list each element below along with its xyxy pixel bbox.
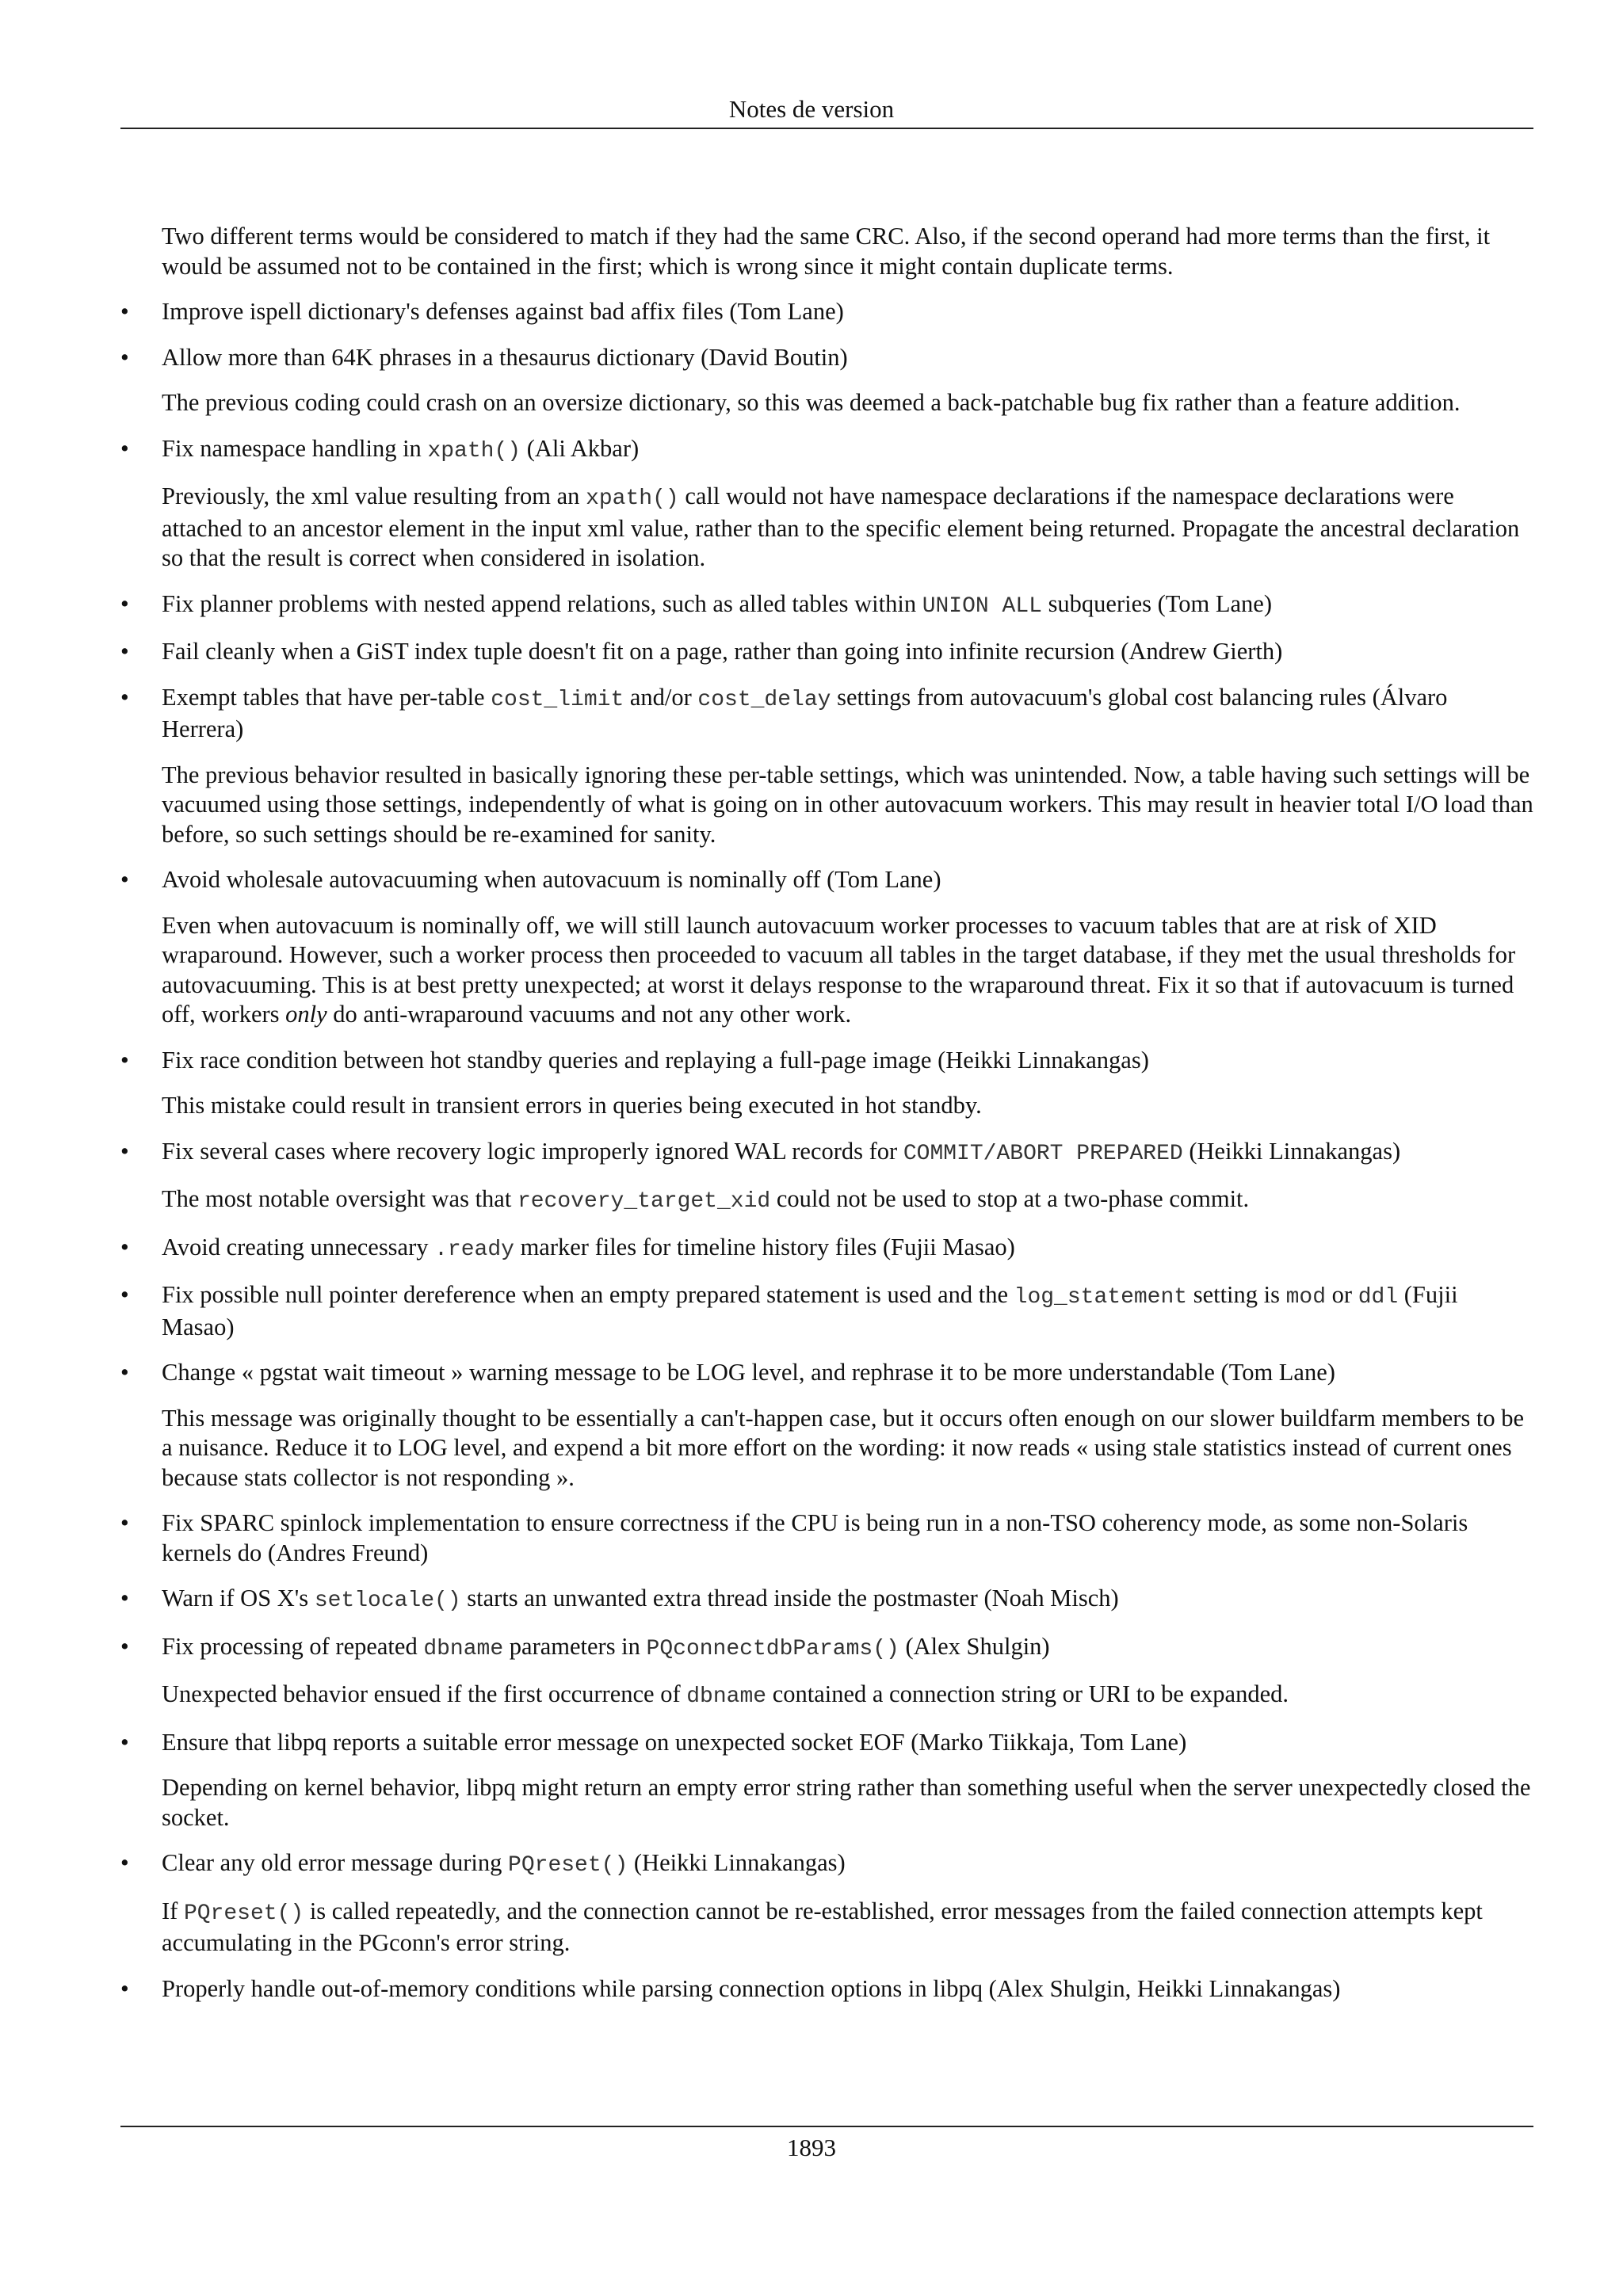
code-literal: UNION ALL [922, 593, 1042, 619]
code-literal: PQreset() [183, 1901, 304, 1926]
paragraph: The previous coding could crash on an oversize dictionary, so this was deemed a back-patchable bug fix rather than a feature addition. [162, 389, 1461, 416]
release-notes-body [120, 222, 1533, 2019]
text-run: (Ali Akbar) [521, 434, 640, 462]
list-item [120, 343, 1533, 373]
bullet-icon: • [120, 434, 129, 462]
text-run: (Alex Shulgin) [899, 1632, 1050, 1660]
bullet-icon: • [120, 1585, 129, 1611]
text-run: marker files for timeline history files (Fujii Masao) [514, 1233, 1015, 1261]
bullet-icon: • [120, 298, 129, 325]
list-item [120, 434, 1533, 467]
bullet-icon: • [120, 1137, 129, 1165]
text-run: settings from autovacuum's global cost balancing rules (Álvaro Herrera) [162, 683, 1448, 742]
code-literal: xpath() [427, 438, 521, 463]
list-item-text: Allow more than 64K phrases in a thesaurus dictionary (David Boutin) [162, 343, 848, 371]
text-run: Even when autovacuum is nominally off, we will still launch autovacuum worker processes to vacuum tables that are at risk of XID wraparound. However, such a worker process then proceeded to vacuum all tables in the target database, if they met the usual thresholds for autovacuuming. This is at best pretty unexpected; at worst it delays response to the wraparound threat. Fix it so that if autovacuum is turned off, workers [162, 911, 1516, 1028]
text-run: parameters in [503, 1632, 647, 1660]
list-item [120, 637, 1533, 667]
list-item-text: Ensure that libpq reports a suitable error message on unexpected socket EOF (Marko Tiikkaja, Tom Lane) [162, 1728, 1187, 1756]
bullet-icon: • [120, 1509, 129, 1536]
list-item [120, 1848, 1533, 1881]
text-run: do anti-wraparound vacuums and not any other work. [327, 1001, 852, 1028]
paragraph [120, 482, 1533, 574]
code-literal: dbname [423, 1636, 504, 1661]
code-literal: xpath() [586, 486, 679, 511]
paragraph: This message was originally thought to be essentially a can't-happen case, but it occurs often enough on our slower buildfarm members to be a nuisance. Reduce it to LOG level, and expend a bit more effort on the wording: it now reads « using stale statistics instead of current ones because stats collector is not responding ». [162, 1404, 1524, 1491]
code-literal: dbname [686, 1684, 767, 1709]
text-run: Fix namespace handling in [162, 434, 428, 462]
list-item [120, 1584, 1533, 1616]
bullet-icon: • [120, 866, 129, 893]
bullet-icon: • [120, 1046, 129, 1074]
code-literal: COMMIT/ABORT PREPARED [903, 1141, 1183, 1166]
code-literal: PQreset() [508, 1853, 628, 1878]
text-run: Fix processing of repeated [162, 1632, 424, 1660]
text-run: setting is [1187, 1281, 1286, 1308]
code-literal: cost_delay [697, 687, 831, 712]
text-run: call would not have namespace declarations if the namespace declarations were attached to an ancestor element in the input xml value, rather than to the specific element being returned. Propagate the ancestral declaration so that the result is correct when considered in isolation. [162, 482, 1520, 571]
bullet-icon: • [120, 343, 129, 371]
text-run: Exempt tables that have per-table [162, 683, 491, 711]
list-item-text: Change « pgstat wait timeout » warning message to be LOG level, and rephrase it to be more understandable (Tom Lane) [162, 1359, 1335, 1386]
text-run: could not be used to stop at a two-phase commit. [770, 1185, 1250, 1212]
list-item [120, 297, 1533, 327]
text-run: Fix planner problems with nested append relations, such as alled tables within [162, 589, 922, 617]
bullet-icon: • [120, 1233, 129, 1261]
paragraph [120, 1897, 1533, 1958]
text-run: (Heikki Linnakangas) [628, 1849, 846, 1876]
text-run: or [1326, 1281, 1358, 1308]
list-item [120, 1280, 1533, 1342]
bullet-icon: • [120, 638, 129, 665]
list-item-text: Fail cleanly when a GiST index tuple doesn't fit on a page, rather than going into infinite recursion (Andrew Gierth) [162, 638, 1283, 665]
list-item [120, 1137, 1533, 1169]
text-run: (Heikki Linnakangas) [1182, 1137, 1401, 1165]
text-run: Previously, the xml value resulting from an [162, 482, 586, 509]
paragraph [120, 1184, 1533, 1217]
list-item [120, 865, 1533, 895]
text-run: Clear any old error message during [162, 1849, 509, 1876]
list-item [120, 1728, 1533, 1758]
list-item [120, 1632, 1533, 1665]
text-run: If [162, 1897, 184, 1924]
bullet-icon: • [120, 589, 129, 617]
list-item-text: Avoid wholesale autovacuuming when autovacuum is nominally off (Tom Lane) [162, 866, 941, 893]
list-item-text: Fix SPARC spinlock implementation to ensure correctness if the CPU is being run in a non-TSO coherency mode, as some non-Solaris kernels do (Andres Freund) [162, 1509, 1468, 1566]
code-literal: recovery_target_xid [517, 1189, 771, 1214]
running-header: Notes de version [728, 95, 895, 123]
text-run: subqueries (Tom Lane) [1041, 589, 1273, 617]
list-item [120, 1233, 1533, 1265]
code-literal: setlocale() [314, 1589, 461, 1613]
paragraph: The previous behavior resulted in basically ignoring these per-table settings, which was unintended. Now, a table having such settings will be vacuumed using those settings, independently of what is going on in other autovacuum workers. This may result in heavier total I/O load than before, so such settings should be re-examined for sanity. [162, 761, 1533, 848]
list-item [120, 1046, 1533, 1076]
bullet-icon: • [120, 1974, 129, 2002]
list-item-text: Properly handle out-of-memory conditions while parsing connection options in libpq (Alex Shulgin, Heikki Linnakangas) [162, 1974, 1341, 2002]
bullet-icon: • [120, 683, 129, 711]
code-literal: ddl [1358, 1285, 1399, 1310]
bullet-icon: • [120, 1359, 129, 1386]
page-number: 1893 [787, 2134, 836, 2161]
header-rule [120, 128, 1533, 129]
bullet-icon: • [120, 1281, 129, 1308]
text-run: is called repeatedly, and the connection cannot be re-established, error messages from the failed connection attempts kept accumulating in the PGconn's error string. [162, 1897, 1483, 1956]
text-run: Warn if OS X's [162, 1585, 315, 1611]
code-literal: cost_limit [491, 687, 624, 712]
footer-rule [120, 2126, 1533, 2127]
list-item [120, 1358, 1533, 1388]
text-run: starts an unwanted extra thread inside the postmaster (Noah Misch) [460, 1585, 1119, 1611]
code-literal: log_statement [1014, 1285, 1188, 1310]
text-run: Avoid creating unnecessary [162, 1233, 435, 1261]
text-run: Fix possible null pointer dereference when an empty prepared statement is used and the [162, 1281, 1014, 1308]
paragraph: This mistake could result in transient errors in queries being executed in hot standby. [162, 1092, 982, 1119]
text-run: contained a connection string or URI to be expanded. [766, 1680, 1289, 1707]
code-literal: PQconnectdbParams() [646, 1636, 899, 1661]
text-run: Unexpected behavior ensued if the first occurrence of [162, 1680, 687, 1707]
text-run: Fix several cases where recovery logic improperly ignored WAL records for [162, 1137, 903, 1165]
list-item-text: Fix race condition between hot standby queries and replaying a full-page image (Heikki Linnakangas) [162, 1046, 1149, 1074]
list-item [120, 1508, 1533, 1568]
text-run: The most notable oversight was that [162, 1185, 517, 1212]
paragraph [120, 911, 1533, 1030]
bullet-icon: • [120, 1632, 129, 1660]
code-literal: mod [1285, 1285, 1327, 1310]
text-run: (Fujii Masao) [162, 1281, 1458, 1341]
text-run: and/or [624, 683, 698, 711]
list-item [120, 1974, 1533, 2004]
list-item [120, 683, 1533, 745]
list-item-text: Improve ispell dictionary's defenses against bad affix files (Tom Lane) [162, 298, 844, 325]
paragraph [120, 1680, 1533, 1712]
code-literal: .ready [434, 1237, 514, 1262]
bullet-icon: • [120, 1728, 129, 1756]
bullet-icon: • [120, 1849, 129, 1876]
emphasis: only [285, 1001, 327, 1028]
paragraph: Depending on kernel behavior, libpq might return an empty error string rather than something useful when the server unexpectedly closed the socket. [162, 1774, 1531, 1831]
list-item [120, 589, 1533, 622]
paragraph: Two different terms would be considered to match if they had the same CRC. Also, if the second operand had more terms than the first, it would be assumed not to be contained in the first; which is wrong since it might contain duplicate terms. [162, 223, 1491, 280]
